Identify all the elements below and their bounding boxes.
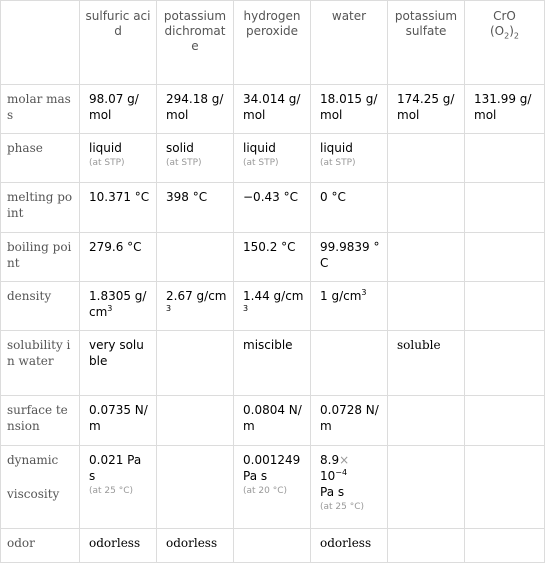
- row-solubility: [1, 331, 545, 396]
- column-header-sulfuric-acid: sulfuric acid: [80, 1, 157, 85]
- corner-cell: [1, 1, 80, 85]
- cell-density-water: [311, 282, 388, 331]
- row-label-boiling-point: boiling point: [1, 233, 80, 282]
- viscosity-base: 10: [320, 469, 336, 483]
- row-surface-tension: [1, 396, 545, 446]
- density-exponent: 3: [166, 304, 172, 313]
- viscosity-condition: (at 25 °C): [89, 486, 134, 496]
- density-value: 1.44 g/cm: [243, 289, 304, 303]
- cell-viscosity-potassium-sulfate: [388, 446, 465, 529]
- cell-surface-tension-water: 0.0728 N/m: [311, 396, 388, 446]
- cell-phase-sulfuric-acid: [80, 134, 157, 183]
- row-label-molar-mass: molar mass: [1, 85, 80, 134]
- viscosity-exponent: −4: [335, 468, 348, 477]
- cell-phase-water: [311, 134, 388, 183]
- row-molar-mass: [1, 85, 545, 134]
- row-dynamic-viscosity: [1, 446, 545, 529]
- cell-density-potassium-dichromate: [157, 282, 234, 331]
- row-density: [1, 282, 545, 331]
- phase-value: liquid: [243, 141, 276, 155]
- cro-sub-2: 2: [513, 31, 519, 41]
- cell-surface-tension-cro-o2-2: [465, 396, 545, 446]
- viscosity-condition: (at 20 °C): [243, 486, 288, 496]
- cell-melting-point-cro-o2-2: [465, 183, 545, 233]
- cell-melting-point-water: 0 °C: [311, 183, 388, 233]
- cell-molar-mass-potassium-sulfate: 174.25 g/mol: [388, 85, 465, 134]
- cell-surface-tension-sulfuric-acid: 0.0735 N/m: [80, 396, 157, 446]
- cell-phase-cro-o2-2: [465, 134, 545, 183]
- cell-viscosity-potassium-dichromate: [157, 446, 234, 529]
- header-row: [1, 1, 545, 85]
- cell-phase-hydrogen-peroxide: [234, 134, 311, 183]
- viscosity-condition: (at 25 °C): [320, 502, 365, 512]
- viscosity-mantissa: 8.9: [320, 453, 340, 467]
- cell-solubility-water: [311, 331, 388, 396]
- row-label-dynamic-viscosity: [1, 446, 80, 529]
- density-exponent: 3: [243, 304, 249, 313]
- cell-odor-cro-o2-2: [465, 529, 545, 563]
- row-boiling-point: [1, 233, 545, 282]
- cell-melting-point-potassium-sulfate: [388, 183, 465, 233]
- cell-boiling-point-hydrogen-peroxide: 150.2 °C: [234, 233, 311, 282]
- cell-solubility-sulfuric-acid: very soluble: [80, 331, 157, 396]
- cell-odor-sulfuric-acid: odorless: [80, 529, 157, 563]
- phase-condition: (at STP): [243, 158, 279, 168]
- cell-molar-mass-hydrogen-peroxide: 34.014 g/mol: [234, 85, 311, 134]
- row-label-solubility-in-water: solubility in water: [1, 331, 80, 396]
- cell-solubility-cro-o2-2: [465, 331, 545, 396]
- cell-molar-mass-sulfuric-acid: 98.07 g/mol: [80, 85, 157, 134]
- cro-label: CrO: [493, 9, 516, 23]
- cell-solubility-hydrogen-peroxide: miscible: [234, 331, 311, 396]
- column-header-potassium-dichromate: potassium dichromate: [157, 1, 234, 85]
- cell-molar-mass-cro-o2-2: 131.99 g/mol: [465, 85, 545, 134]
- row-melting-point: [1, 183, 545, 233]
- row-label-phase: phase: [1, 134, 80, 183]
- viscosity-unit: Pa s: [320, 485, 345, 499]
- cell-solubility-potassium-dichromate: [157, 331, 234, 396]
- density-value: 1.8305 g/cm: [89, 289, 147, 319]
- cell-viscosity-hydrogen-peroxide: [234, 446, 311, 529]
- cell-surface-tension-hydrogen-peroxide: 0.0804 N/m: [234, 396, 311, 446]
- column-header-cro-o2-2: [465, 1, 545, 85]
- cell-viscosity-water: [311, 446, 388, 529]
- cell-boiling-point-potassium-sulfate: [388, 233, 465, 282]
- density-exponent: 3: [361, 288, 367, 297]
- cell-density-hydrogen-peroxide: [234, 282, 311, 331]
- column-header-hydrogen-peroxide: hydrogen peroxide: [234, 1, 311, 85]
- phase-condition: (at STP): [89, 158, 125, 168]
- density-exponent: 3: [107, 304, 113, 313]
- phase-condition: (at STP): [166, 158, 202, 168]
- cell-odor-water: odorless: [311, 529, 388, 563]
- phase-value: liquid: [89, 141, 122, 155]
- cell-density-potassium-sulfate: [388, 282, 465, 331]
- cell-molar-mass-potassium-dichromate: 294.18 g/mol: [157, 85, 234, 134]
- cell-density-cro-o2-2: [465, 282, 545, 331]
- cro-sub-1: 2: [504, 31, 510, 41]
- cell-odor-potassium-dichromate: odorless: [157, 529, 234, 563]
- cro-paren-open: (O: [489, 24, 505, 38]
- cro-paren-close: ): [509, 24, 514, 38]
- cell-melting-point-hydrogen-peroxide: −0.43 °C: [234, 183, 311, 233]
- cell-melting-point-sulfuric-acid: 10.371 °C: [80, 183, 157, 233]
- phase-value: solid: [166, 141, 194, 155]
- cell-odor-potassium-sulfate: [388, 529, 465, 563]
- phase-value: liquid: [320, 141, 353, 155]
- viscosity-value: 0.021 Pa s: [89, 453, 142, 483]
- row-odor: [1, 529, 545, 563]
- cell-solubility-potassium-sulfate: soluble: [388, 331, 465, 396]
- density-value: 1 g/cm: [320, 289, 362, 303]
- row-label-viscosity: viscosity: [7, 487, 60, 501]
- viscosity-times: ×: [339, 453, 350, 467]
- column-header-water: water: [311, 1, 388, 85]
- cell-boiling-point-sulfuric-acid: 279.6 °C: [80, 233, 157, 282]
- cell-viscosity-cro-o2-2: [465, 446, 545, 529]
- viscosity-value: 0.001249 Pa s: [243, 453, 301, 483]
- cell-surface-tension-potassium-dichromate: [157, 396, 234, 446]
- cell-molar-mass-water: 18.015 g/mol: [311, 85, 388, 134]
- cell-phase-potassium-dichromate: [157, 134, 234, 183]
- cell-boiling-point-potassium-dichromate: [157, 233, 234, 282]
- cell-phase-potassium-sulfate: [388, 134, 465, 183]
- row-label-surface-tension: surface tension: [1, 396, 80, 446]
- cell-viscosity-sulfuric-acid: [80, 446, 157, 529]
- density-value: 2.67 g/cm: [166, 289, 227, 303]
- cell-boiling-point-cro-o2-2: [465, 233, 545, 282]
- row-label-melting-point: melting point: [1, 183, 80, 233]
- phase-condition: (at STP): [320, 158, 356, 168]
- row-label-density: density: [1, 282, 80, 331]
- cell-density-sulfuric-acid: [80, 282, 157, 331]
- cell-odor-hydrogen-peroxide: [234, 529, 311, 563]
- row-label-odor: odor: [1, 529, 80, 563]
- cell-surface-tension-potassium-sulfate: [388, 396, 465, 446]
- column-header-potassium-sulfate: potassium sulfate: [388, 1, 465, 85]
- row-phase: [1, 134, 545, 183]
- row-label-dynamic: dynamic: [7, 453, 59, 467]
- cell-boiling-point-water: 99.9839 °C: [311, 233, 388, 282]
- cell-melting-point-potassium-dichromate: 398 °C: [157, 183, 234, 233]
